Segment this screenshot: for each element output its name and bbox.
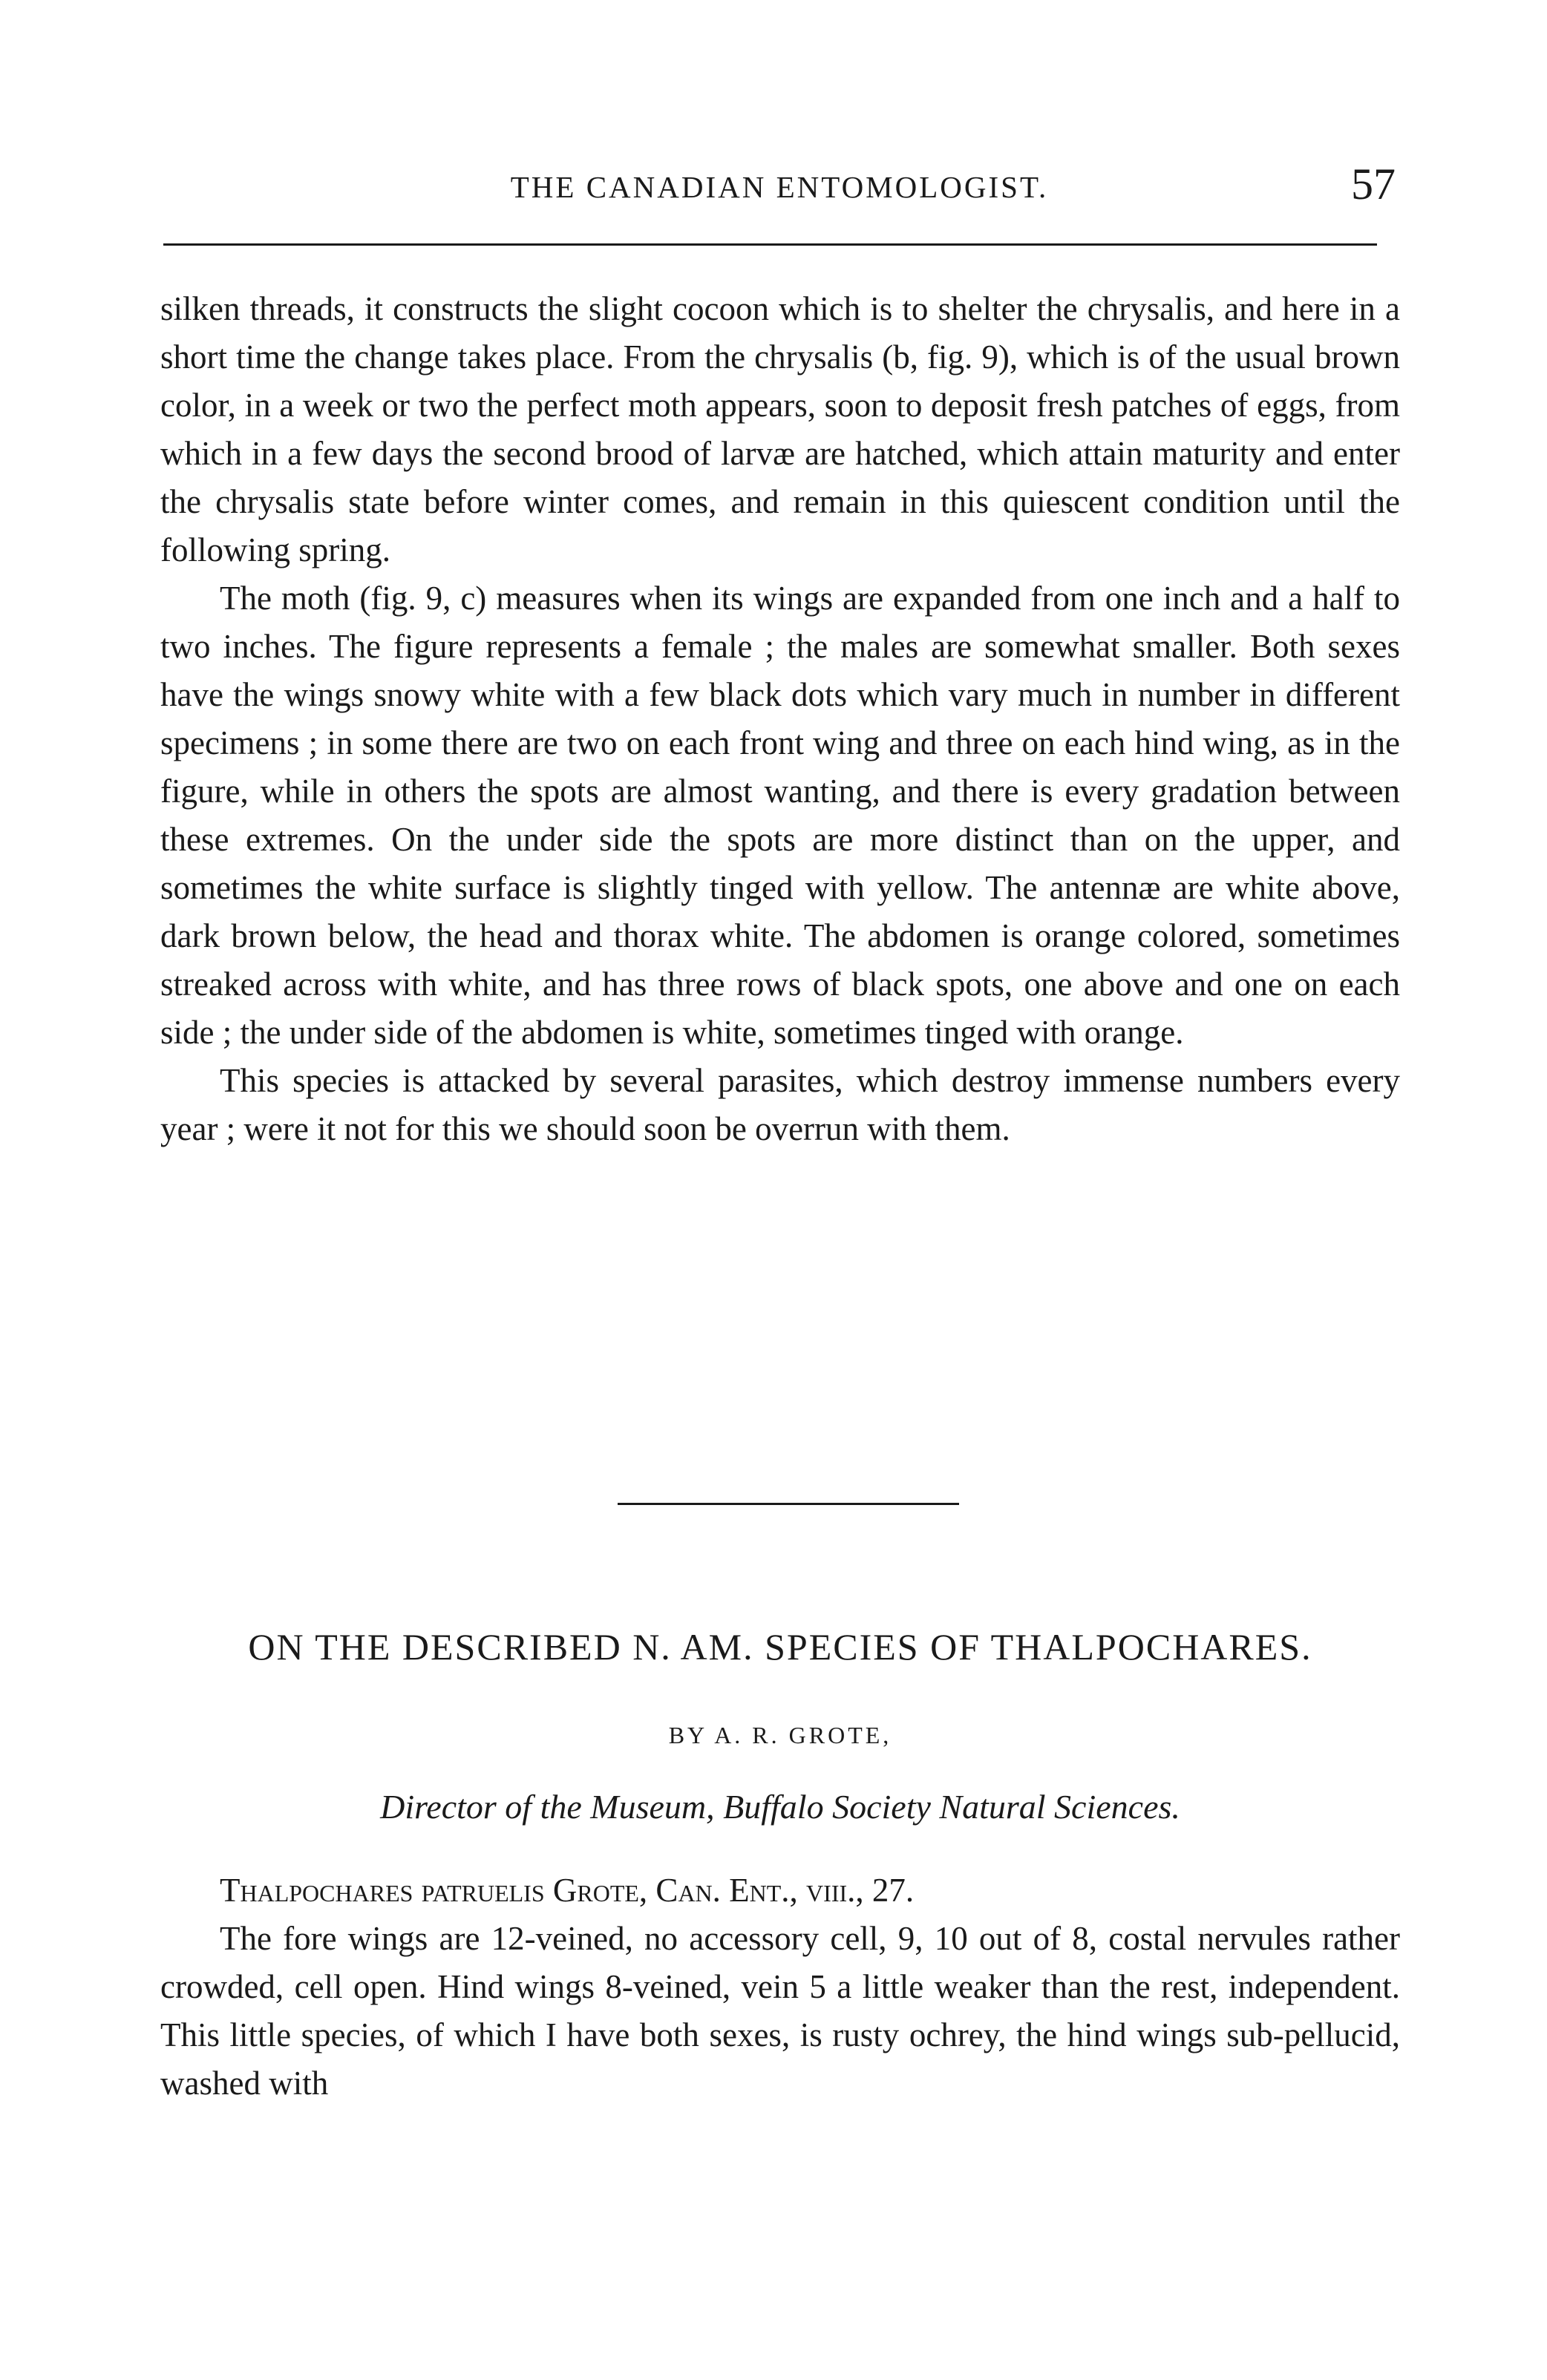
running-head — [163, 160, 1396, 221]
author-affiliation: Director of the Museum, Buffalo Society Natural Sciences. — [380, 1788, 1180, 1826]
species-heading: Thalpochares patruelis Grote, Can. Ent., viii., 27. — [220, 1872, 915, 1909]
running-title: THE CANADIAN ENTOMOLOGIST. — [510, 170, 1049, 204]
body-paragraph-3: This species is attacked by several parasites, which destroy immense numbers every year ; were it not for this we should soon be overrun with them. — [160, 1062, 1400, 1147]
body-paragraph-1: silken threads, it constructs the slight cocoon which is to shelter the chrysalis, and here in a short time the change takes place. From the chrysalis (b, fig. 9), which is of the usual brown color, in a week or two the perfect moth appears, soon to deposit fresh patches of eggs, from which in a few days the second brood of larvæ are hatched, which attain maturity and enter the chrysalis state before winter comes, and remain in this quiescent condition until the following spring. — [160, 290, 1400, 568]
article-paragraph-1: The fore wings are 12-veined, no accessory cell, 9, 10 out of 8, costal nervules rather crowded, cell open. Hind wings 8-veined, vein 5 a little weaker than the rest, independent. This little species, of which I have both sexes, is rusty ochrey, the hind wings sub-pellucid, washed with — [160, 1920, 1400, 2102]
header-rule — [163, 243, 1377, 246]
article-title: ON THE DESCRIBED N. AM. SPECIES OF THALPOCHARES. — [248, 1626, 1312, 1668]
article-byline: BY A. R. GROTE, — [668, 1722, 892, 1748]
new-article-body — [160, 1866, 1400, 2108]
section-divider — [618, 1503, 959, 1505]
continued-article-body — [160, 285, 1400, 1153]
body-paragraph-2: The moth (fig. 9, c) measures when its wings are expanded from one inch and a half to two inches. The figure represents a female ; the males are somewhat smaller. Both sexes have the wings snowy white with a few black dots which vary much in number in different specimens ; in some there are two on each front wing and three on each hind wing, as in the figure, while in others the spots are almost wanting, and there is every gradation between these extremes. On the under side the spots are more distinct than on the upper, and sometimes the white surface is slightly tinged with yellow. The antennæ are white above, dark brown below, the head and thorax white. The abdomen is orange colored, sometimes streaked across with white, and has three rows of black spots, one above and one on each side ; the under side of the abdomen is white, sometimes tinged with orange. — [160, 580, 1400, 1051]
page-number: 57 — [1351, 160, 1396, 209]
